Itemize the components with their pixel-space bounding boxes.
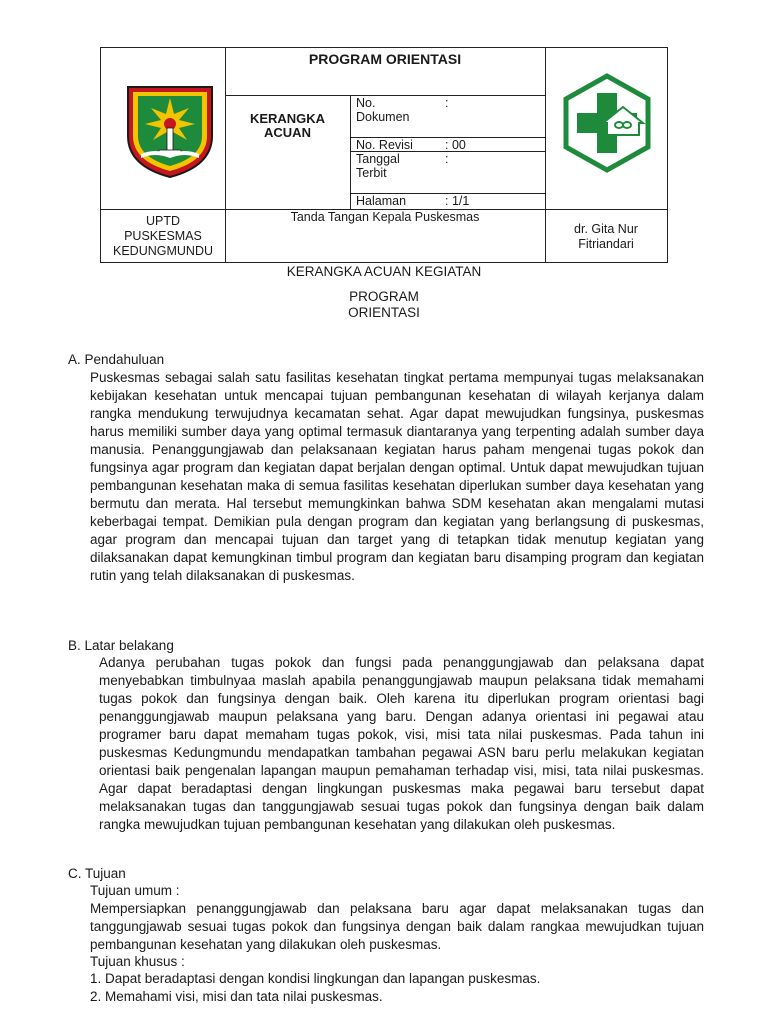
tujuan-umum-label: Tujuan umum : xyxy=(90,883,180,898)
halaman-label: Halaman xyxy=(356,194,407,208)
uptd-label-3: KEDUNGMUNDU xyxy=(113,244,213,258)
city-crest-icon xyxy=(125,84,215,180)
doc-subtitle-1: PROGRAM xyxy=(349,289,419,304)
tanggal-value: : xyxy=(445,152,449,166)
tujuan-umum-body: Mempersiapkan penanggungjawab dan pelaksana baru agar dapat melaksanakan tugas dan tanggungjawab sesuai tugas pokok dan fungsinya dengan baik dalam rangkaa mewujudkan tujuan pembangunan kesehatan yang dilakukan oleh puskesmas. xyxy=(90,901,704,952)
no-dokumen-label-2: Dokumen xyxy=(356,110,410,124)
doc-title: KERANGKA ACUAN KEGIATAN xyxy=(286,264,482,279)
section-a-body: Puskesmas sebagai salah satu fasilitas kesehatan tingkat pertama mempunyai tugas melaksanakan kebijakan kesehatan untuk mencapai tujuan pembangunan kesehatan di wilayah kerjanya dalam rangka mendukung terwujudnya kecamatan sehat. Agar dapat mewujudkan fungsinya, puskesmas harus memiliki sumber daya yang optimal termasuk diantaranya yang terpenting adalah sumber daya manusia. Penanggungjawab dan pelaksanaan kegiatan harus paham mengenai tugas pokok dan fungsinya agar program dan kegiatan dapat berjalan dengan optimal. Untuk dapat mewujudkan tujuan pembangunan kesehatan maka di semua fasilitas kesehatan diperlukan sumber daya kesehatan yang bermutu dan merata. Hal tersebut memungkinkan bahwa SDM kesehatan akan mengalami mutasi keberbagai tempat. Demikian pula dengan program dan kegiatan yang berlangsung di puskesmas, agar program dan mencapai tujuan dan target yang di tetapkan tidak menutup kegiatan yang dilaksanakan dapat kemungkinan timbul program dan kegiatan baru disamping program dan kegiatan rutin yang telah dilaksanakan di puskesmas. xyxy=(90,370,704,583)
doc-subtitle-2: ORIENTASI xyxy=(348,305,420,320)
no-revisi-label: No. Revisi xyxy=(356,138,413,152)
kerangka-label-2: ACUAN xyxy=(264,125,311,140)
tanggal-label-1: Tanggal xyxy=(356,152,400,166)
section-b-heading: B. Latar belakang xyxy=(68,638,174,653)
no-revisi-value: : 00 xyxy=(445,138,466,152)
tujuan-khusus-item: 2. Memahami visi, misi dan tata nilai puskesmas. xyxy=(90,989,383,1004)
section-b-body: Adanya perubahan tugas pokok dan fungsi pada penanggungjawab dan pelaksana dapat menyebabkan timbulnyaa maslah apabila penanggungjawab maupun pelaksana tidak memahami tugas pokok dan fungsinya dengan baik. Oleh karena itu diperlukan program orientasi bagi penanggungjawab maupun pelaksana yang baru. Dengan adanya orientasi ini pegawai atau programer baru dapat memaham tugas pokok, visi, misi tata nilai puskesmas. Pada tahun ini puskesmas Kedungmundu mendapatkan tambahan pegawai ASN baru perlu melakukan kegiatan orientasi baik pengenalan lapangan maupun pemahaman terhadap visi, misi, tata nilai puskesmas. Agar dapat beradaptasi dengan lingkungan puskesmas maka pegawai baru tersebut dapat melaksanakan tugas dan tanggungjawab sesuai tugas pokok dan fungsinya dengan baik dalam rangka mewujudkan tujuan pembangunan kesehatan yang dilakukan oleh puskesmas. xyxy=(99,655,704,832)
uptd-label-1: UPTD xyxy=(145,214,181,228)
puskesmas-logo-icon xyxy=(557,73,657,173)
section-a-heading: A. Pendahuluan xyxy=(68,352,165,367)
tujuan-khusus-label: Tujuan khusus : xyxy=(90,954,185,969)
head-name-1: dr. Gita Nur xyxy=(574,222,638,236)
signature-caption: Tanda Tangan Kepala Puskesmas xyxy=(290,210,480,224)
uptd-label-2: PUSKESMAS xyxy=(124,229,202,243)
tanggal-label-2: Terbit xyxy=(356,166,387,180)
tujuan-khusus-item: 1. Dapat beradaptasi dengan kondisi lingkungan dan lapangan puskesmas. xyxy=(90,971,541,986)
kerangka-label-1: KERANGKA xyxy=(249,111,326,126)
head-name-2: Fitriandari xyxy=(578,237,634,251)
program-title: PROGRAM ORIENTASI xyxy=(308,51,462,67)
no-dokumen-label-1: No. xyxy=(356,96,376,110)
halaman-value: : 1/1 xyxy=(445,194,470,208)
section-c-heading: C. Tujuan xyxy=(68,866,126,881)
document-header-table xyxy=(100,47,668,263)
no-dokumen-value: : xyxy=(445,96,449,110)
